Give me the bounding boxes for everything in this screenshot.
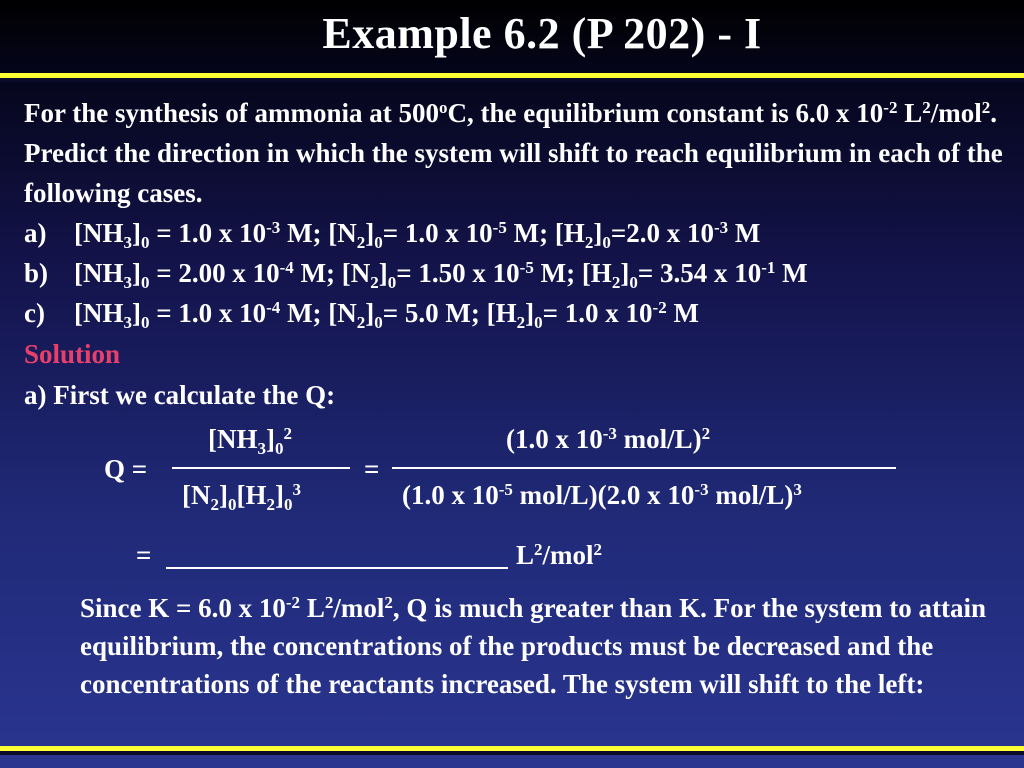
nh3-value: 2.00 x 10 <box>178 258 280 288</box>
n2-value: 5.0 M <box>404 298 471 328</box>
fraction-bar-values <box>392 467 896 469</box>
exp: -5 <box>498 480 513 499</box>
den-text: mol/L)(2.0 x 10 <box>512 480 695 510</box>
exp: 2 <box>324 593 334 612</box>
closing-text: , Q is much greater than K. For the system to attain equilibrium, the concentrations of the products must be decreased and the concentrations of the reactants increased. The system will shift to the left: <box>80 593 987 699</box>
q-denominator-values <box>402 480 802 511</box>
closing-text: Since K = 6.0 x 10 <box>80 593 286 623</box>
exp: -4 <box>279 258 294 277</box>
num-text: mol/L) <box>616 424 702 454</box>
h2-value: 2.0 x 10 <box>626 218 714 248</box>
exp: -5 <box>492 218 507 237</box>
solution-heading: Solution <box>24 339 121 369</box>
exp: 3 <box>292 480 301 499</box>
closing-text: /mol <box>333 593 385 623</box>
equals-sign: = <box>364 454 380 484</box>
exp: 2 <box>283 424 292 443</box>
q-numerator-values <box>506 424 710 455</box>
unit-text: L <box>516 540 535 570</box>
nh3-value: 1.0 x 10 <box>178 298 267 328</box>
case-b: b) $[NH_3]_0 = 2.00$ x $10^{-4}$ M; $[N_2]_0= 1.50$ x $10^{-5}$ M; $[H_2]_0= 3.54$ x $10^{-1}$ M <box>24 258 808 292</box>
exp: -4 <box>266 298 281 317</box>
exp: -3 <box>713 218 729 237</box>
exp: -5 <box>519 258 534 277</box>
intro-text: For the synthesis of ammonia at 500 <box>24 98 439 128</box>
bottom-divider-shadow <box>0 751 1024 755</box>
intro-text: C, the equilibrium constant is 6.0 x 10 <box>447 98 884 128</box>
case-c: c) $[NH_3]_0 = 1.0$ x $10^{-4}$ M; $[N_2]_0= 5.0$ M; $[H_2]_0= 1.0$ x $10^{-2}$ M <box>24 298 699 332</box>
den-text: (1.0 x 10 <box>402 480 499 510</box>
intro-sup: -2 <box>883 98 898 117</box>
top-divider-shadow <box>0 78 1024 82</box>
exp: -1 <box>761 258 776 277</box>
case-label: b) <box>24 258 49 288</box>
n2-value: 1.50 x 10 <box>418 258 520 288</box>
h2-value: 3.54 x 10 <box>659 258 762 288</box>
exp: 2 <box>701 424 711 443</box>
intro-sup: o <box>439 98 448 117</box>
step-a-text: a) First we calculate the Q: <box>24 380 336 410</box>
closing-text: L <box>300 593 325 623</box>
intro-sup: 2 <box>922 98 931 117</box>
exp: -3 <box>266 218 281 237</box>
unit-text: /mol <box>542 540 594 570</box>
case-label: c) <box>24 298 45 328</box>
exp: -2 <box>652 298 667 317</box>
intro-paragraph <box>24 93 1014 213</box>
num-text: (1.0 x 10 <box>506 424 603 454</box>
answer-blank <box>166 567 508 569</box>
intro-text: . Predict the direction in which the system will shift to reach equilibrium in each of the following cases. <box>24 98 1003 208</box>
case-a: a) $[NH_3]_0 = 1.0$ x $10^{-3}$ M; $[N_2]_0= 1.0$ x $10^{-5}$ M; $[H_2]_0=2.0$ x $10^{-3}$ M <box>24 218 761 252</box>
exp: -3 <box>694 480 709 499</box>
exp: -2 <box>285 593 301 612</box>
exp: 2 <box>534 540 543 559</box>
q-label: Q = <box>104 454 148 484</box>
q-denominator-symbolic: $[N_2]_0[H_2]_0^3$ <box>182 480 301 514</box>
h2-value: 1.0 x 10 <box>564 298 653 328</box>
n2-value: 1.0 x 10 <box>404 218 493 248</box>
result-equals: = <box>136 540 152 570</box>
exp: 2 <box>593 540 603 559</box>
fraction-bar-symbolic <box>172 467 350 469</box>
intro-text: /mol <box>930 98 982 128</box>
intro-text: L <box>897 98 923 128</box>
den-text: mol/L) <box>708 480 794 510</box>
exp: 3 <box>793 480 802 499</box>
result-unit <box>516 540 602 571</box>
q-numerator-symbolic: $[NH_3]_0^2$ <box>208 424 292 458</box>
exp: 2 <box>384 593 393 612</box>
intro-sup: 2 <box>981 98 991 117</box>
slide-title: Example 6.2 (P 202) - I <box>322 9 762 58</box>
nh3-value: 1.0 x 10 <box>178 218 267 248</box>
case-label: a) <box>24 218 47 248</box>
closing-paragraph <box>80 589 1010 703</box>
exp: -3 <box>602 424 617 443</box>
